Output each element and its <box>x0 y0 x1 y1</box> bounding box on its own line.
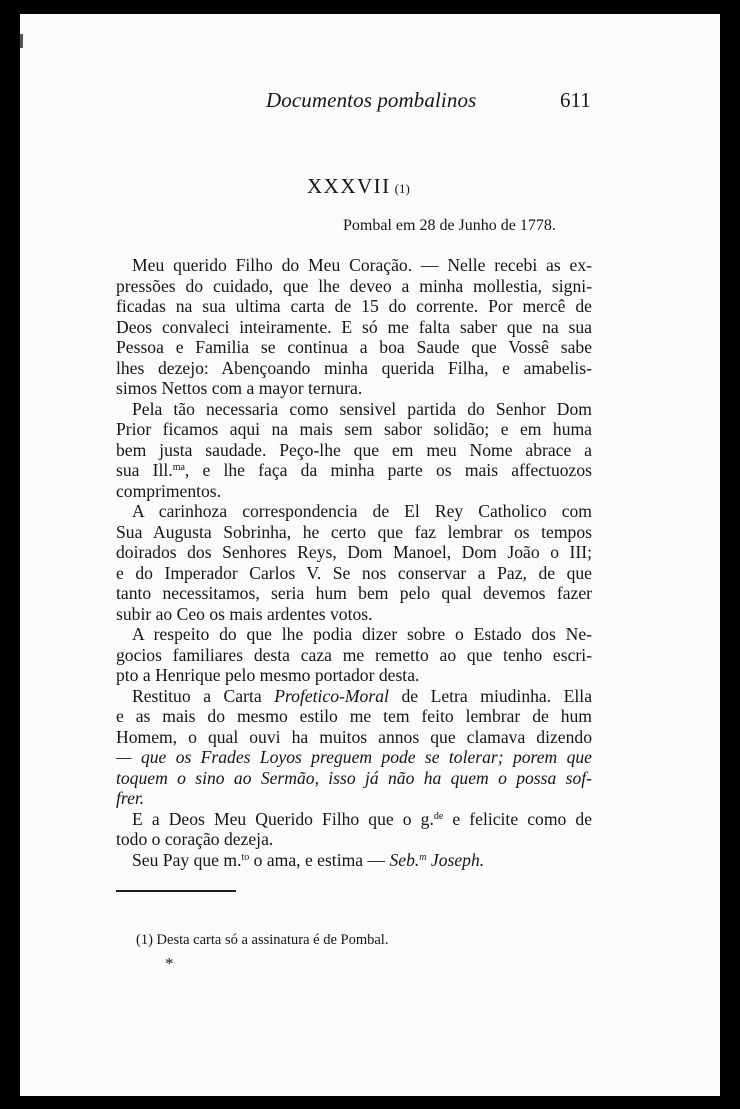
text-line: Meu querido Filho do Meu Coração. — Nelle recebi as ex- <box>132 255 592 275</box>
footnote-divider <box>116 890 236 892</box>
asterisk-mark: * <box>165 954 174 973</box>
text-line: lhes dezejo: Abençoando minha querida Filha, e amabelis- <box>116 357 592 378</box>
page-number: 611 <box>560 88 591 112</box>
signature: Seb.$^m$ Joseph. <box>389 849 485 870</box>
quoted-line: frer. <box>116 788 145 808</box>
text-line: e do Imperador Carlos V. Se nos conservar a Paz, de que <box>116 562 592 583</box>
text-line: A respeito do que lhe podia dizer sobre o Estado dos Ne- <box>132 624 592 644</box>
document-heading <box>307 174 410 199</box>
text-line: pto a Henrique pelo mesmo portador desta. <box>116 665 420 685</box>
text-line: Sua Augusta Sobrinha, he certo que faz lembrar os tempos <box>116 521 592 542</box>
text-line: gocios familiares desta caza me remetto ao que tenho escri- <box>116 644 592 665</box>
quoted-line: toquem o sino ao Sermão, isso já não ha quem o possa sof- <box>116 767 592 788</box>
text-line: doirados dos Senhores Reys, Dom Manoel, Dom João o III; <box>116 542 592 562</box>
document-page <box>20 14 720 1096</box>
text-line: subir ao Ceo os mais ardentes votos. <box>116 603 373 624</box>
text-line: simos Nettos com a mayor ternura. <box>116 378 363 398</box>
running-title: Documentos pombalinos <box>266 88 477 112</box>
text-line: tanto necessitamos, seria hum bem pelo qual devemos fazer <box>116 583 592 603</box>
text-line: Pela tão necessaria como sensivel partida do Senhor Dom <box>132 398 592 419</box>
text-line: A carinhoza correspondencia de El Rey Catholico com <box>132 501 592 521</box>
document-number: XXXVII <box>307 174 391 198</box>
dateline: Pombal em 28 de Junho de 1778. <box>343 217 556 234</box>
text-line: pressões do cuidado, que lhe deveo a minha mollestia, signi- <box>116 275 592 296</box>
text-line: bem justa saudade. Peço-lhe que em meu Nome abrace a <box>116 439 592 460</box>
running-head <box>20 88 720 118</box>
text-line: comprimentos. <box>116 480 222 501</box>
text-line: Pessoa e Familia se continua a boa Saude que Vossê sabe <box>116 337 592 357</box>
text-line: Homem, o qual ouvi ha muitos annos que clamava dizendo <box>116 726 592 747</box>
letter-title: Profetico-Moral <box>274 685 389 706</box>
text-line: Deos convaleci inteiramente. E só me falta saber que na sua <box>116 316 592 337</box>
scan-edge-mark <box>20 34 33 48</box>
letter-body <box>116 255 592 870</box>
closing-line: Seu Pay que m.$^{to}$ o ama, e estima — Seb.$^m$ Joseph. <box>132 849 485 870</box>
text-line: todo o coração dezeja. <box>116 829 274 849</box>
quoted-line: — que os Frades Loyos preguem pode se tolerar; porem que <box>116 747 592 767</box>
text-line: Prior ficamos aqui na mais sem sabor solidão; e em huma <box>116 419 592 439</box>
footnote-reference: (1) <box>394 181 410 196</box>
text-line: ficadas na sua ultima carta de 15 do corrente. Por mercê de <box>116 296 592 316</box>
footnote: (1) Desta carta só a assinatura é de Pombal. <box>136 932 389 948</box>
text-line: Restituo a Carta Profetico-Moral de Letra miudinha. Ella <box>132 685 592 706</box>
text-line: e as mais do mesmo estilo me tem feito lembrar de hum <box>116 706 592 726</box>
text-line: E a Deos Meu Querido Filho que o g.$^{de}$ e felicite como de <box>132 808 592 829</box>
text-line: sua Ill.$^{ma}$, e lhe faça da minha parte os mais affectuozos <box>116 460 592 480</box>
